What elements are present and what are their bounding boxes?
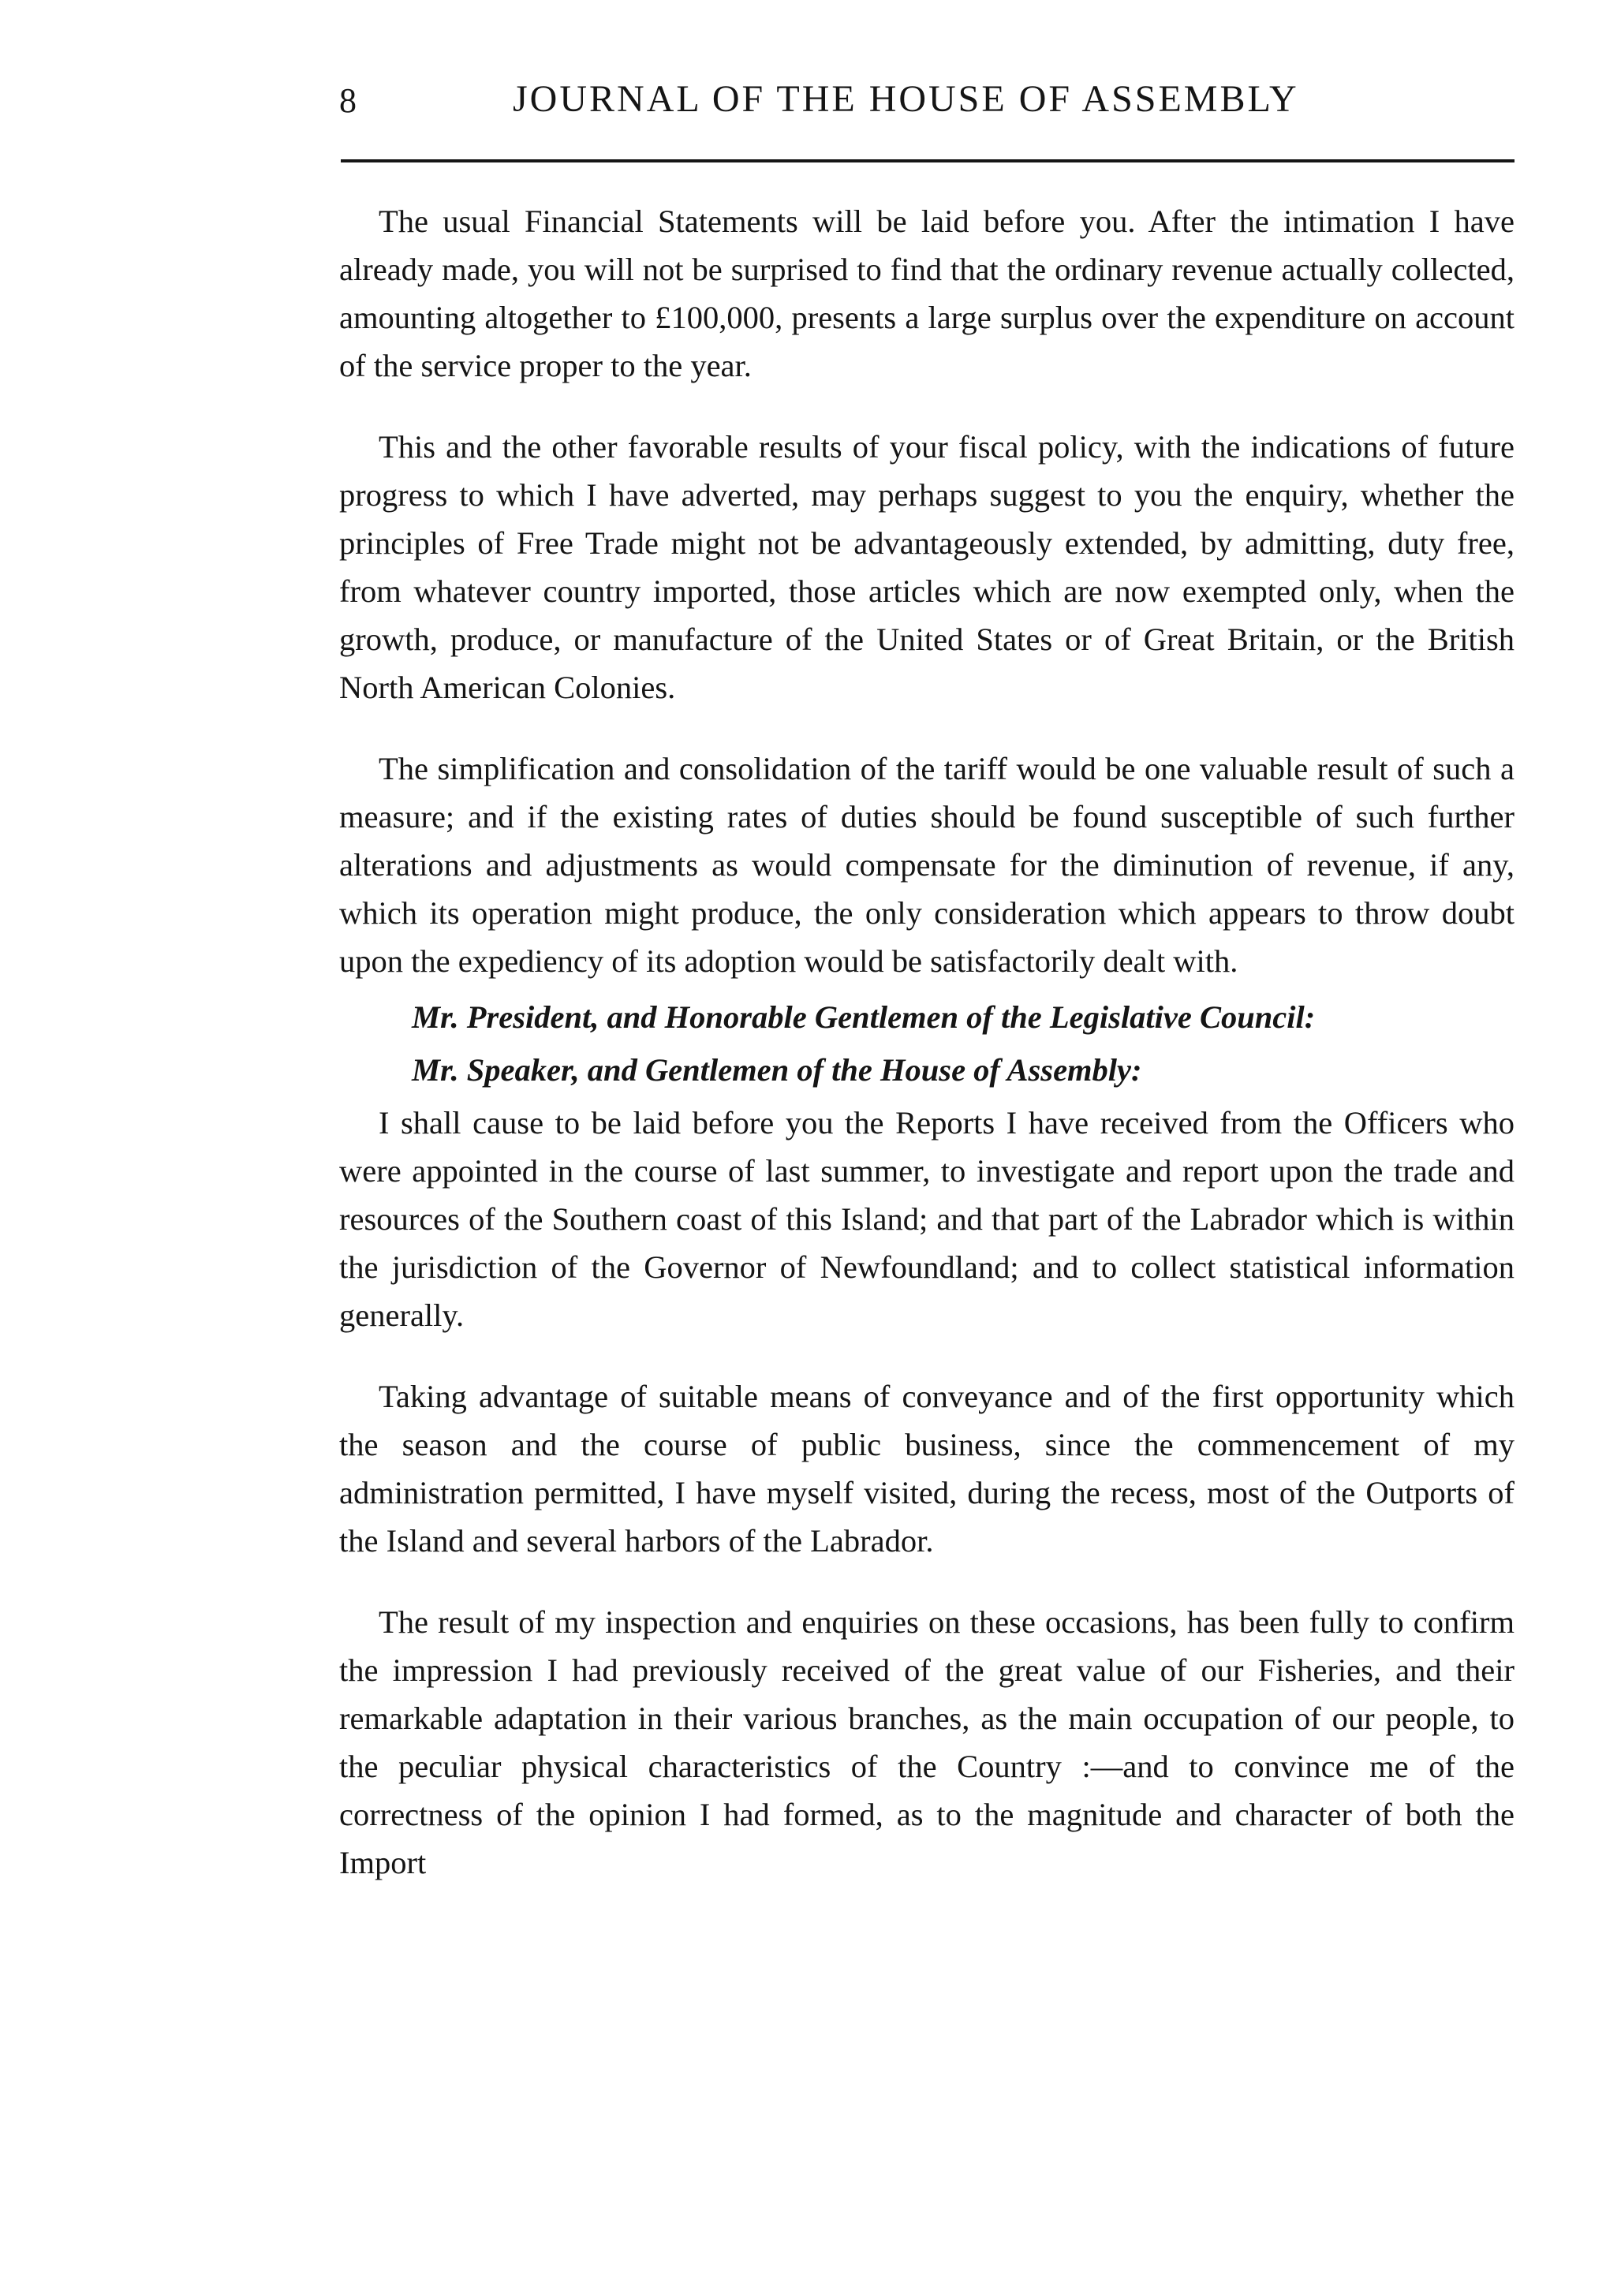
paragraph-financial-statements: The usual Financial Statements will be laid before you. After the intimation I have already made, you will not be surprised to find that the ordinary revenue actually collected, amounting altogether to £100,000, presents a large surplus over the expenditure on account of the service proper to the year. (339, 203, 1514, 383)
address-house-of-assembly: Mr. Speaker, and Gentlemen of the House of Assembly: (412, 1052, 1142, 1088)
page-body (339, 197, 1514, 1920)
page-header (339, 69, 1522, 133)
page-number: 8 (339, 81, 357, 120)
paragraph-fisheries: The result of my inspection and enquiries on these occasions, has been fully to confirm the impression I had previously received of the great value of our Fisheries, and their remarkable adaptation in their various branches, as the main occupation of our people, to the peculiar physical characteristics of the Country :—and to convince me of the correctness of the opinion I had formed, as to the magnitude and character of both the Import (339, 1604, 1514, 1880)
address-legislative-council: Mr. President, and Honorable Gentlemen of the Legislative Council: (412, 999, 1316, 1035)
paragraph-outports-visit: Taking advantage of suitable means of conveyance and of the first opportunity which the season and the course of public business, since the commencement of my administration permitted, I have myself visited, during the recess, most of the Outports of the Island and several harbors of the Labrador. (339, 1379, 1514, 1559)
paragraph-free-trade: This and the other favorable results of your fiscal policy, with the indications of future progress to which I have adverted, may perhaps suggest to you the enquiry, whether the principles of Free Trade might not be advantageously extended, by admitting, duty free, from whatever country imported, those articles which are now exempted only, when the growth, produce, or manufacture of the United States or of Great Britain, or the British North American Colonies. (339, 429, 1514, 705)
header-rule (341, 159, 1514, 162)
paragraph-reports: I shall cause to be laid before you the Reports I have received from the Officers who were appointed in the course of last summer, to investigate and report upon the trade and resources of the Southern coast of this Island; and that part of the Labrador which is within the jurisdiction of the Governor of Newfoundland; and to collect statistical information generally. (339, 1105, 1514, 1333)
running-title: JOURNAL OF THE HOUSE OF ASSEMBLY (513, 78, 1299, 120)
paragraph-tariff: The simplification and consolidation of the tariff would be one valuable result of such a measure; and if the existing rates of duties should be found susceptible of such further alterations and adjustments as would compensate for the diminution of revenue, if any, which its operation might produce, the only consideration which appears to throw doubt upon the expediency of its adoption would be satisfactorily dealt with. (339, 751, 1514, 979)
